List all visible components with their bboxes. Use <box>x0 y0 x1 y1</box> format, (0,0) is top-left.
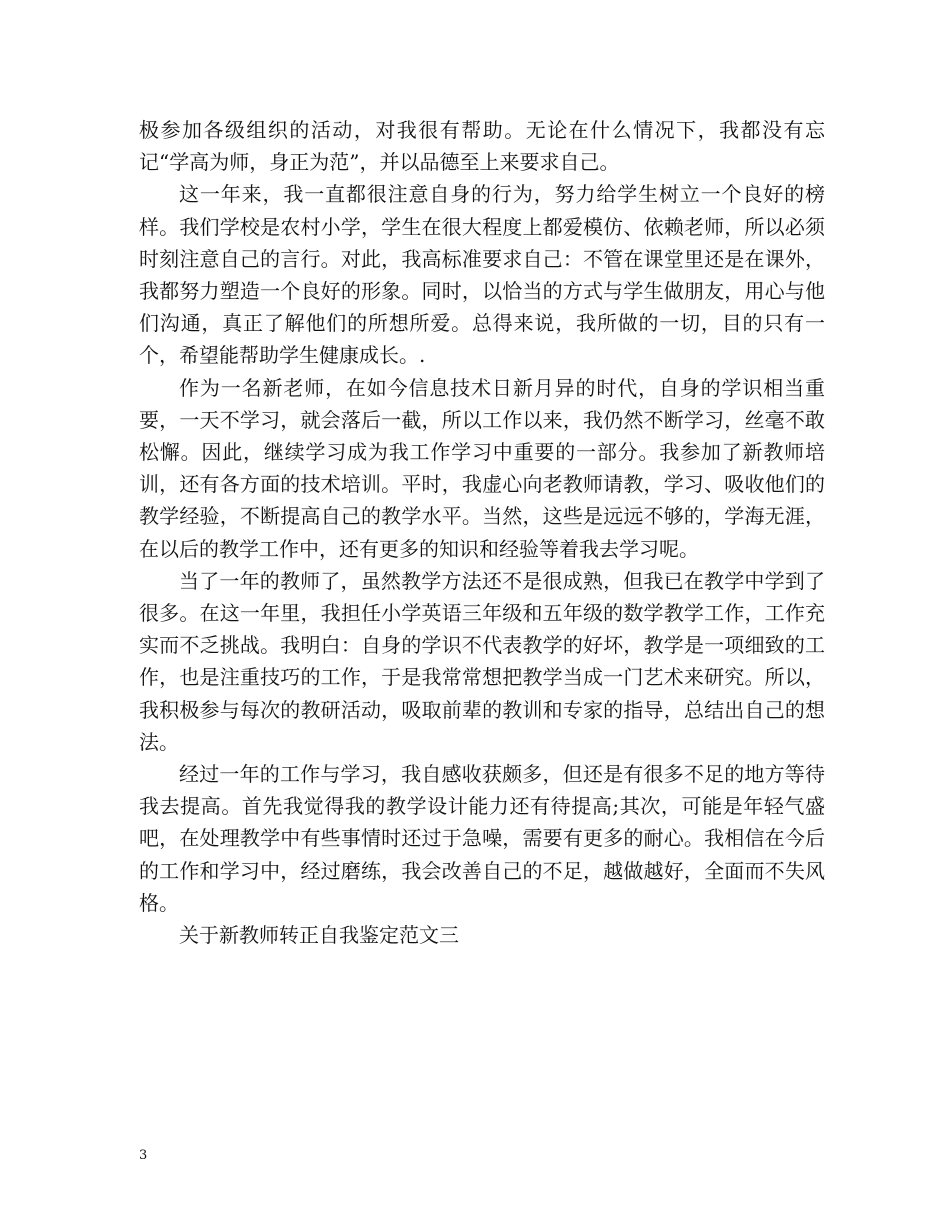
paragraph-continued: 极参加各级组织的活动，对我很有帮助。无论在什么情况下，我都没有忘记“学高为师，身正为范”，并以品德至上来要求自己。 <box>139 118 825 175</box>
document-body <box>139 114 825 951</box>
paragraph-shortcomings: 经过一年的工作与学习，我自感收获颇多，但还是有很多不足的地方等待我去提高。首先我觉得我的教学设计能力还有待提高;其次，可能是年轻气盛吧，在处理教学中有些事情时还过于急噪，需要有更多的耐心。我相信在今后的工作和学习中，经过磨练，我会改善自己的不足，越做越好，全面而不失风格。 <box>139 762 825 915</box>
paragraph-teaching-experience: 当了一年的教师了，虽然教学方法还不是很成熟，但我已在教学中学到了很多。在这一年里，我担任小学英语三年级和五年级的数学教学工作，工作充实而不乏挑战。我明白：自身的学识不代表教学的好坏，教学是一项细致的工作，也是注重技巧的工作，于是我常常想把教学当成一门艺术来研究。所以，我积极参与每次的教研活动，吸取前辈的教训和专家的指导，总结出自己的想法。 <box>139 568 825 754</box>
page-number: 3 <box>139 1148 148 1163</box>
paragraph-continued-learning: 作为一名新老师，在如今信息技术日新月异的时代，自身的学识相当重要，一天不学习，就会落后一截，所以工作以来，我仍然不断学习，丝毫不敢松懈。因此，继续学习成为我工作学习中重要的一部分。我参加了新教师培训，还有各方面的技术培训。平时，我虚心向老教师请教，学习、吸收他们的教学经验，不断提高自己的教学水平。当然，这些是远远不够的，学海无涯，在以后的教学工作中，还有更多的知识和经验等着我去学习呢。 <box>139 375 825 561</box>
paragraph-role-model: 这一年来，我一直都很注意自身的行为，努力给学生树立一个良好的榜样。我们学校是农村小学，学生在很大程度上都爱模仿、依赖老师，所以必须时刻注意自己的言行。对此，我高标准要求自己：不管在课堂里还是在课外，我都努力塑造一个良好的形象。同时，以恰当的方式与学生做朋友，用心与他们沟通，真正了解他们的所想所爱。总得来说，我所做的一切，目的只有一个，希望能帮助学生健康成长。. <box>139 182 825 368</box>
section-heading: 关于新教师转正自我鉴定范文三 <box>179 923 459 948</box>
